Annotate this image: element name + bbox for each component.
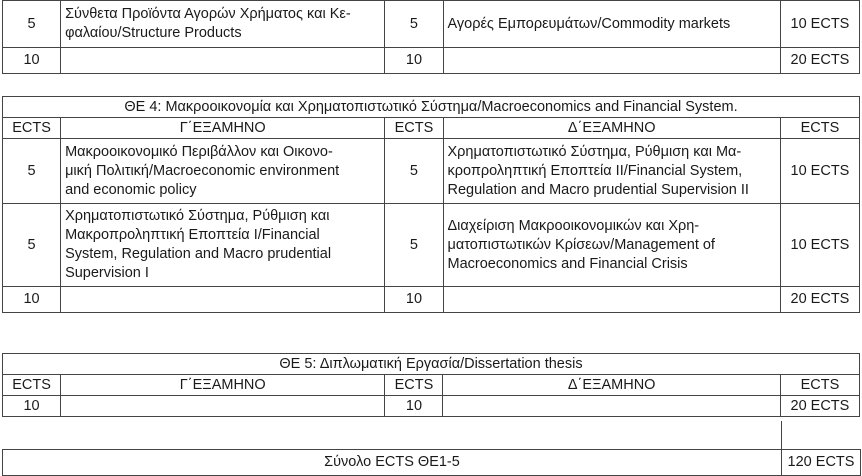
header-ects: ECTS [385, 118, 443, 139]
course-cell [61, 396, 385, 417]
table-row [3, 287, 860, 313]
course-line: Μακροπροληπτική Εποπτεία I/Financial [65, 227, 320, 243]
ects-cell: 10 [385, 396, 443, 417]
header-semester-d: Δ΄ΕΞΑΜΗΝΟ [443, 118, 780, 139]
table-title-row [3, 354, 860, 375]
header-ects: ECTS [3, 375, 61, 396]
header-ects: ECTS [3, 118, 61, 139]
ects-cell: 5 [3, 139, 61, 204]
course-line: System, Regulation and Macro prudential [65, 246, 332, 262]
course-line: Macroeconomics and Financial Crisis [447, 255, 688, 272]
table-row [3, 139, 860, 204]
ects-cell: 5 [385, 1, 443, 48]
block3-table [2, 353, 860, 417]
table-row [3, 450, 861, 476]
block1-table [2, 0, 860, 74]
table-row [3, 1, 860, 48]
table-header-row [3, 118, 860, 139]
header-ects-total: ECTS [780, 118, 859, 139]
ects-cell: 5 [3, 1, 61, 48]
total-cell: 10 ECTS [780, 204, 859, 287]
ects-cell: 10 [385, 287, 443, 313]
ects-cell: 10 [3, 287, 61, 313]
ects-cell: 5 [3, 204, 61, 287]
course-cell [61, 139, 385, 204]
total-cell: 20 ECTS [780, 396, 859, 417]
ects-cell: 10 [3, 396, 61, 417]
course-cell [443, 204, 780, 287]
summary-table [2, 449, 861, 476]
course-line: Supervision I [65, 265, 149, 281]
course-line: and economic policy [65, 181, 197, 198]
table-title: ΘΕ 4: Μακροοικονομία και Χρηματοπιστωτικό Σύστημα/Macroeconomics and Financial System. [3, 97, 860, 118]
header-semester-d: Δ΄ΕΞΑΜΗΝΟ [443, 375, 780, 396]
course-line: Χρηματοπιστωτικό Σύστημα, Ρύθμιση και Μα- [447, 143, 742, 160]
total-cell: 10 ECTS [780, 1, 859, 48]
column-divider [781, 421, 782, 451]
course-cell: Σύνθετα Προϊόντα Αγορών Χρήματος και Κε-φαλαίου/Structure Products [61, 1, 385, 48]
course-line: ματοπιστωτικών Κρίσεων/Management of [447, 236, 715, 253]
total-cell: 20 ECTS [780, 48, 859, 74]
total-cell: 20 ECTS [780, 287, 859, 313]
header-ects-total: ECTS [780, 375, 859, 396]
header-ects: ECTS [385, 375, 443, 396]
header-semester-c: Γ΄ΕΞΑΜΗΝΟ [61, 375, 385, 396]
ects-cell: 10 [385, 48, 443, 74]
course-cell [443, 396, 780, 417]
course-cell [443, 48, 780, 74]
course-cell [61, 204, 385, 287]
course-cell [443, 139, 780, 204]
course-line: μική Πολιτική/Macroeconomic environment [65, 162, 340, 179]
course-line: Regulation and Macro prudential Supervision II [447, 181, 749, 198]
course-line: κροπροληπτική Εποπτεία II/Financial System, [447, 162, 743, 179]
course-line: Χρηματοπιστωτικό Σύστημα, Ρύθμιση και [65, 208, 330, 224]
summary-label: Σύνολο ECTS ΘΕ1-5 [3, 450, 782, 476]
course-line: Διαχείριση Μακροοικονομικών και Χρη- [447, 217, 700, 234]
table-header-row [3, 375, 860, 396]
table-row [3, 48, 860, 74]
table-title-row [3, 97, 860, 118]
summary-total: 120 ECTS [782, 450, 861, 476]
ects-cell: 10 [3, 48, 61, 74]
total-cell: 10 ECTS [780, 139, 859, 204]
ects-cell: 5 [385, 204, 443, 287]
table-title: ΘΕ 5: Διπλωματική Εργασία/Dissertation thesis [3, 354, 860, 375]
block2-table [2, 96, 860, 313]
table-row [3, 204, 860, 287]
table-row [3, 396, 860, 417]
course-line: Μακροοικονομικό Περιβάλλον και Οικονο- [65, 143, 333, 160]
course-cell [61, 48, 385, 74]
course-cell: Αγορές Εμπορευμάτων/Commodity markets [443, 1, 780, 48]
course-cell [61, 287, 385, 313]
header-semester-c: Γ΄ΕΞΑΜΗΝΟ [61, 118, 385, 139]
ects-cell: 5 [385, 139, 443, 204]
course-cell [443, 287, 780, 313]
